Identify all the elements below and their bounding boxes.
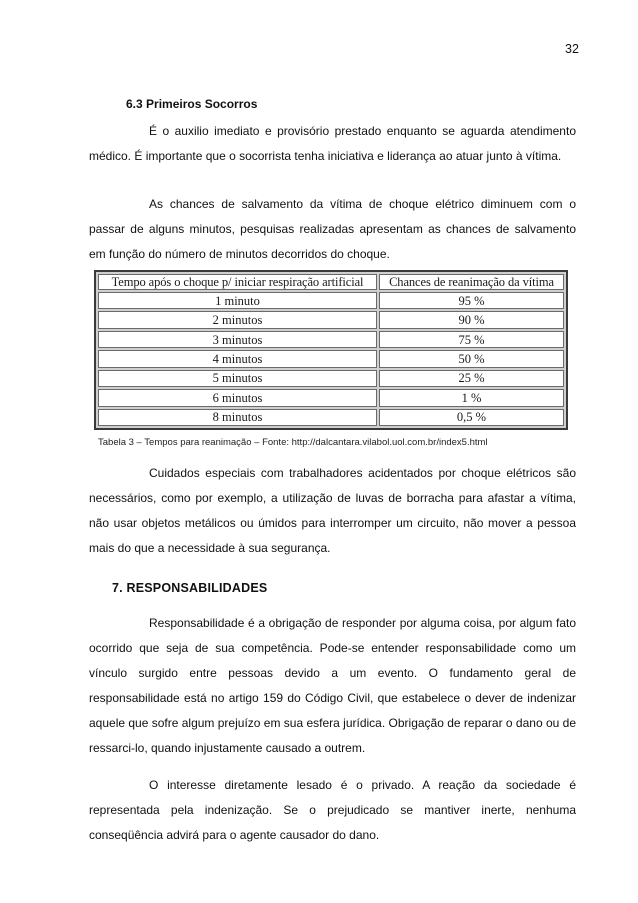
table-cell-chance: 75 % [379, 331, 564, 348]
section-heading-responsabilidades: 7. RESPONSABILIDADES [112, 581, 268, 595]
table-cell-time: 1 minuto [98, 292, 377, 309]
table-header-chances: Chances de reanimação da vítima [379, 274, 564, 290]
table-cell-chance: 25 % [379, 370, 564, 387]
table-row [98, 350, 564, 367]
table-row [98, 389, 564, 406]
table-cell-time: 3 minutos [98, 331, 377, 348]
table-row [98, 311, 564, 328]
table-row [98, 370, 564, 387]
table-cell-chance: 0,5 % [379, 409, 564, 426]
table-cell-chance: 1 % [379, 389, 564, 406]
reanimation-table [94, 270, 568, 430]
table-cell-time: 6 minutos [98, 389, 377, 406]
paragraph-salvage-chances: As chances de salvamento da vítima de choque elétrico diminuem com o passar de alguns minutos, pesquisas realizadas apresentam as chances de salvamento em função do número de minutos decorridos do choque. [89, 197, 576, 261]
table-row [98, 331, 564, 348]
table-row [98, 292, 564, 309]
paragraph-first-aid-definition: É o auxilio imediato e provisório prestado enquanto se aguarda atendimento médico. É importante que o socorrista tenha iniciativa e liderança ao atuar junto à vítima. [89, 124, 576, 163]
table-header-row [98, 274, 564, 290]
paragraph-responsibility-definition: Responsabilidade é a obrigação de responder por alguma coisa, por algum fato ocorrido que seja de sua competência. Pode-se entender responsabilidade como um vínculo surgido entre pessoas devido a um evento. O fundamento geral de responsabilidade está no artigo 159 do Código Civil, que estabelece o dever de indenizar aquele que sofre algum prejuízo em sua esfera jurídica. Obrigação de reparar o dano ou de ressarci-lo, quando injustamente causado a outrem. [89, 616, 576, 755]
table-cell-time: 8 minutos [98, 409, 377, 426]
paragraph-special-care: Cuidados especiais com trabalhadores acidentados por choque elétricos são necessários, como por exemplo, a utilização de luvas de borracha para afastar a vítima, não usar objetos metálicos ou úmidos para interromper um circuito, não mover a pessoa mais do que a necessidade à sua segurança. [89, 466, 576, 555]
page-number: 32 [565, 42, 579, 56]
table-cell-chance: 95 % [379, 292, 564, 309]
table-cell-chance: 90 % [379, 311, 564, 328]
table-row [98, 409, 564, 426]
table-cell-time: 2 minutos [98, 311, 377, 328]
table-cell-time: 4 minutos [98, 350, 377, 367]
table-header-time: Tempo após o choque p/ iniciar respiração artificial [98, 274, 377, 290]
table-cell-time: 5 minutos [98, 370, 377, 387]
section-heading-primeiros-socorros: 6.3 Primeiros Socorros [126, 97, 258, 111]
table-caption: Tabela 3 – Tempos para reanimação – Fonte: http://dalcantara.vilabol.uol.com.br/index5.html [98, 437, 488, 448]
table-cell-chance: 50 % [379, 350, 564, 367]
paragraph-private-interest: O interesse diretamente lesado é o privado. A reação da sociedade é representada pela indenização. Se o prejudicado se mantiver inerte, nenhuma conseqüência advirá para o agente causador do dano. [89, 778, 576, 842]
